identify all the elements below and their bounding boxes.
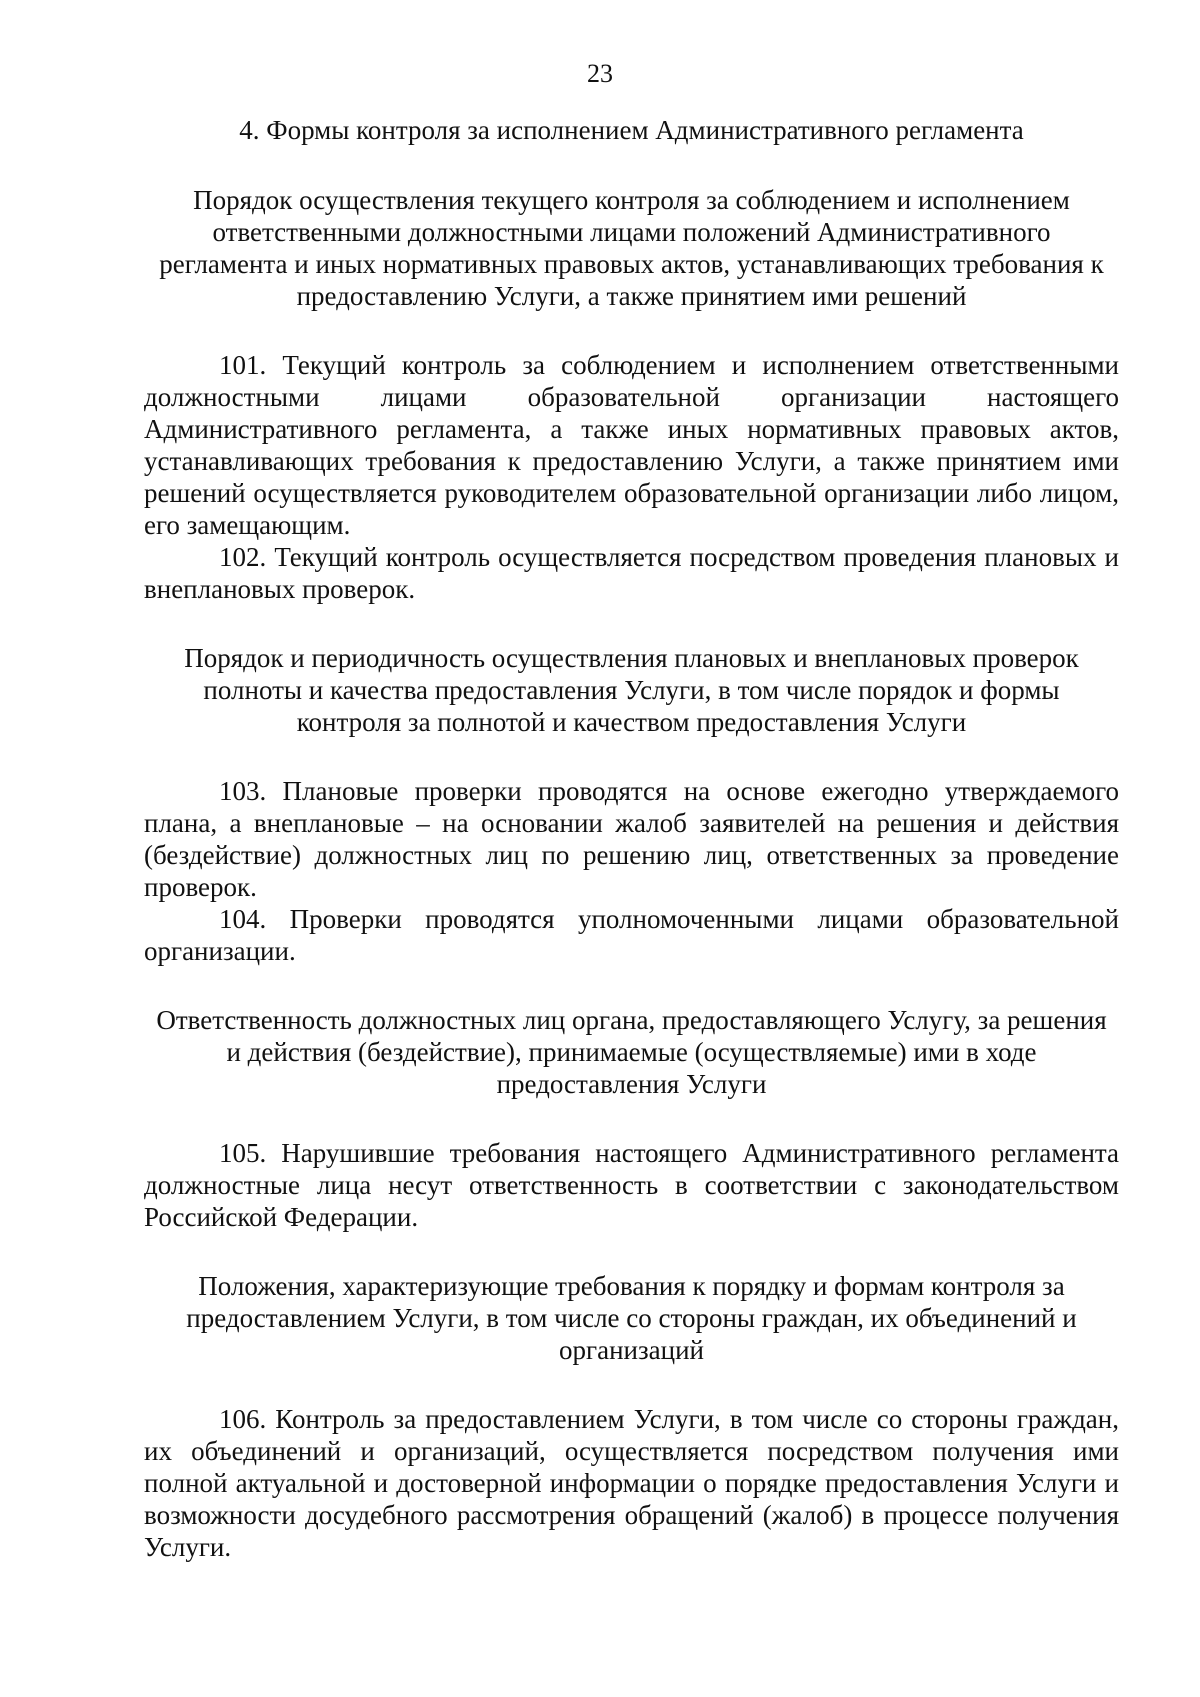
paragraph-102: 102. Текущий контроль осуществляется посредством проведения плановых и внеплановых проверок.: [144, 542, 1119, 604]
page-number: 23: [587, 59, 613, 88]
section-title: 4. Формы контроля за исполнением Административного регламента: [239, 115, 1024, 145]
subheading-inspections: Порядок и периодичность осуществления плановых и внеплановых проверок полноты и качества предоставления Услуги, в том числе порядок и формы контроля за полнотой и качеством предоставления Услуги: [184, 643, 1079, 737]
paragraph-105: 105. Нарушившие требования настоящего Административного регламента должностные лица несут ответственность в соответствии с законодательством Российской Федерации.: [144, 1138, 1119, 1232]
page-content: [144, 114, 1119, 1600]
paragraph-group-responsibility: [144, 1137, 1119, 1233]
paragraph-group-citizen-control: [144, 1403, 1119, 1563]
subheading-citizen-control: Положения, характеризующие требования к порядку и формам контроля за предоставлением Услуги, в том числе со стороны граждан, их объединений и организаций: [186, 1271, 1077, 1365]
paragraph-104: 104. Проверки проводятся уполномоченными лицами образовательной организации.: [144, 904, 1119, 966]
subheading-responsibility: Ответственность должностных лиц органа, предоставляющего Услугу, за решения и действия (бездействие), принимаемые (осуществляемые) ими в ходе предоставления Услуги: [156, 1005, 1107, 1099]
paragraph-103: 103. Плановые проверки проводятся на основе ежегодно утверждаемого плана, а внеплановые – на основании жалоб заявителей на решения и действия (бездействие) должностных лиц по решению лиц, ответственных за проведение проверок.: [144, 776, 1119, 902]
paragraph-101: 101. Текущий контроль за соблюдением и исполнением ответственными должностными лицами образовательной организации настоящего Административного регламента, а также иных нормативных правовых актов, устанавливающих требования к предоставлению Услуги, а также принятием ими решений осуществляется руководителем образовательной организации либо лицом, его замещающим.: [144, 350, 1119, 540]
paragraph-group-inspections: [144, 775, 1119, 967]
paragraph-group-current-control: [144, 349, 1119, 605]
paragraph-106: 106. Контроль за предоставлением Услуги, в том числе со стороны граждан, их объединений и организаций, осуществляется посредством получения ими полной актуальной и достоверной информации о порядке предоставления Услуги и возможности досудебного рассмотрения обращений (жалоб) в процессе получения Услуги.: [144, 1404, 1119, 1562]
subheading-current-control: Порядок осуществления текущего контроля за соблюдением и исполнением ответственными должностными лицами положений Административного регламента и иных нормативных правовых актов, устанавливающих требования к предоставлению Услуги, а также принятием ими решений: [159, 185, 1104, 311]
